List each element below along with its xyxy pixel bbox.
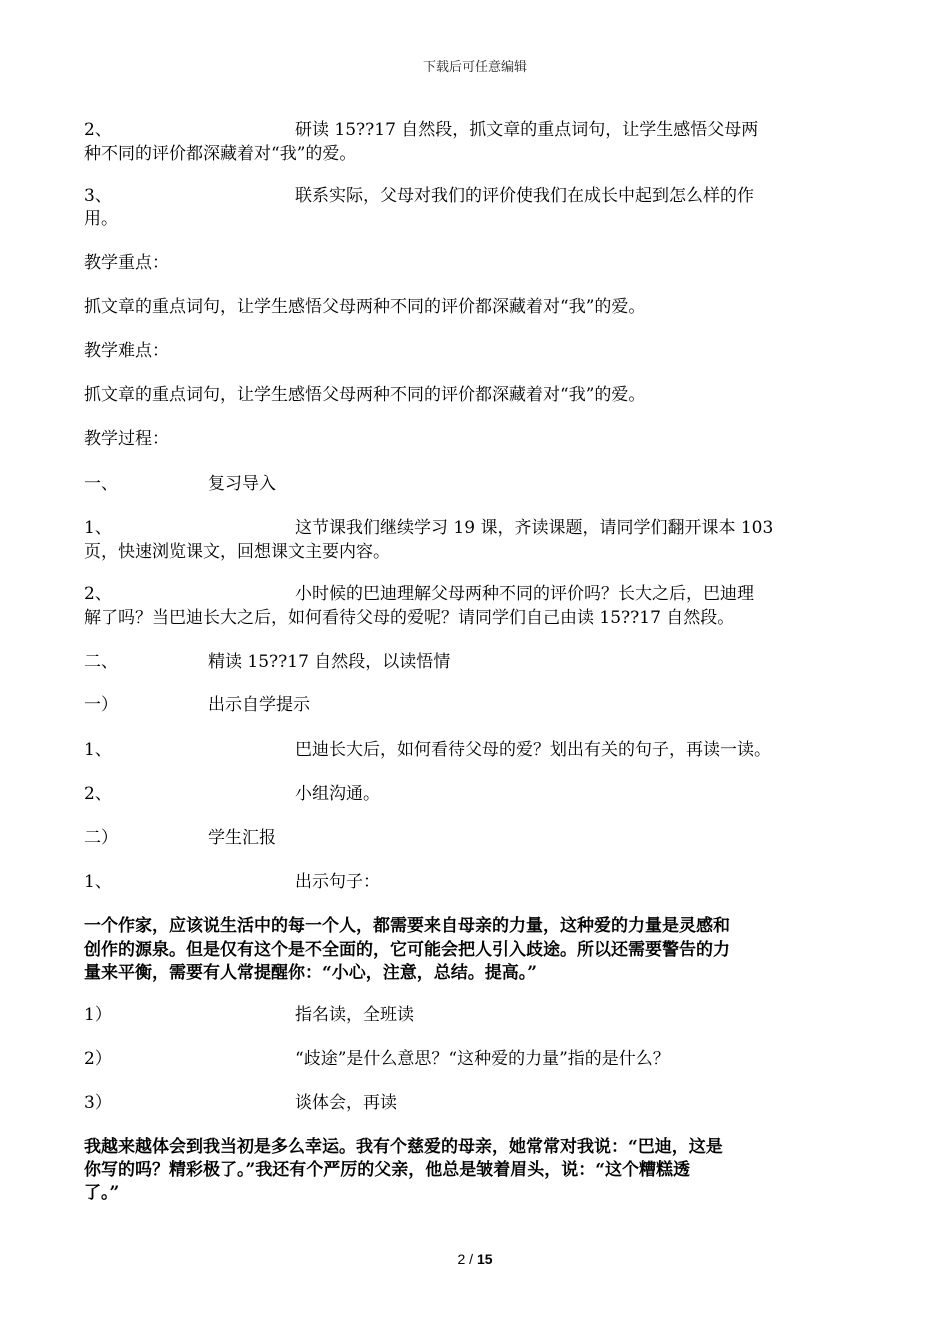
page-number [0,1251,950,1267]
key-point-text: 抓文章的重点词句，让学生感悟父母两种不同的评价都深藏着对“我”的爱。 [84,297,646,317]
objective-3-line2: 用。 [84,209,118,229]
section-1-number: 一、 [84,474,118,494]
step-3-text: 谈体会，再读 [295,1093,397,1113]
section-1-title: 复习导入 [208,474,276,494]
subsection-1-item-2-number: 2、 [84,784,112,804]
current-page: 2 [457,1251,466,1267]
section-2-title: 精读 15??17 自然段，以读悟情 [208,652,451,672]
quote-1-line2: 创作的源泉。但是仅有这个是不全面的，它可能会把人引入歧途。所以还需要警告的力 [84,940,730,960]
step-1-number: 1） [84,1005,112,1025]
quote-1-line1: 一个作家，应该说生活中的每一个人，都需要来自母亲的力量，这种爱的力量是灵感和 [84,916,730,936]
subsection-1-title: 出示自学提示 [208,695,310,715]
step-2-number: 2） [84,1049,112,1069]
difficulty-label: 教学难点： [84,341,169,361]
subsection-1-item-2-text: 小组沟通。 [295,784,380,804]
step-2-text: “歧途”是什么意思？“这种爱的力量”指的是什么？ [295,1049,670,1069]
section-1-item-1-line1: 这节课我们继续学习 19 课，齐读课题，请同学们翻开课本 103 [295,518,774,538]
objective-3-line1: 联系实际，父母对我们的评价使我们在成长中起到怎么样的作 [295,186,754,206]
section-2-number: 二、 [84,652,118,672]
subsection-1-item-1-number: 1、 [84,740,112,760]
objective-2-line2: 种不同的评价都深藏着对“我”的爱。 [84,144,357,164]
objective-3-number: 3、 [84,186,112,206]
section-1-item-1-number: 1、 [84,518,112,538]
section-1-item-2-number: 2、 [84,584,112,604]
section-1-item-2-line1: 小时候的巴迪理解父母两种不同的评价吗？长大之后，巴迪理 [295,584,754,604]
objective-2-number: 2、 [84,120,112,140]
subsection-2-title: 学生汇报 [208,828,276,848]
objective-2-line1: 研读 15??17 自然段，抓文章的重点词句，让学生感悟父母两 [295,120,759,140]
subsection-1-item-1-text: 巴迪长大后，如何看待父母的爱？划出有关的句子，再读一读。 [295,740,771,760]
quote-2-line2: 你写的吗？精彩极了。”我还有个严厉的父亲，他总是皱着眉头，说：“这个糟糕透 [84,1160,691,1180]
key-point-label: 教学重点： [84,253,169,273]
page-separator: / [465,1251,477,1267]
step-1-text: 指名读，全班读 [295,1005,414,1025]
process-label: 教学过程： [84,429,169,449]
subsection-2-item-1-number: 1、 [84,872,112,892]
step-3-number: 3） [84,1093,112,1113]
total-pages: 15 [476,1251,493,1267]
subsection-2-item-1-text: 出示句子： [295,872,380,892]
page-header: 下载后可任意编辑 [422,60,527,75]
quote-1-line3: 量来平衡，需要有人常提醒你：“小心，注意，总结。提高。” [84,963,538,983]
section-1-item-2-line2: 解了吗？当巴迪长大之后，如何看待父母的爱呢？请同学们自己由读 15??17 自然段。 [84,608,735,628]
quote-2-line1: 我越来越体会到我当初是多么幸运。我有个慈爱的母亲，她常常对我说：“巴迪，这是 [84,1137,723,1157]
subsection-1-number: 一） [84,695,118,715]
subsection-2-number: 二） [84,828,118,848]
difficulty-text: 抓文章的重点词句，让学生感悟父母两种不同的评价都深藏着对“我”的爱。 [84,385,646,405]
section-1-item-1-line2: 页，快速浏览课文，回想课文主要内容。 [84,542,390,562]
quote-2-line3: 了。” [84,1183,120,1203]
